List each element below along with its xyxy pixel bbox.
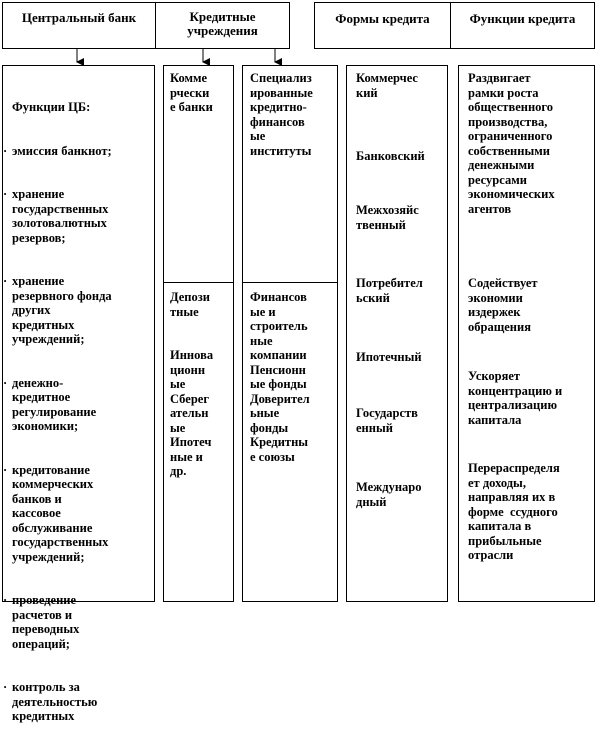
credit-form-item: Ипотечный bbox=[356, 350, 422, 364]
cb-function-item: · денежно- кредитное регулирование экономики; bbox=[12, 376, 152, 434]
cb-function-item: · хранение резервного фонда других кредитных учреждений; bbox=[12, 274, 152, 347]
header-credit-functions-label: Функции кредита bbox=[469, 11, 576, 26]
credit-form-item: Межхозяйс твенный bbox=[356, 203, 419, 232]
credit-form-item: Междунаро дный bbox=[356, 480, 422, 509]
credit-function-item: Перераспределя ет доходы, направляя их в форме ссудного капитала в прибыльные отрасли bbox=[468, 461, 560, 562]
credit-form-item: Банковский bbox=[356, 149, 425, 163]
cb-function-item: · контроль за деятельностью кредитных bbox=[12, 680, 152, 724]
cb-function-item: · хранение государственных золотовалютных резервов; bbox=[12, 187, 152, 245]
specialized-institutions-label: Специализ ированные кредитно- финансов ые институты bbox=[250, 71, 313, 158]
header-credit-institutions bbox=[155, 2, 290, 49]
commercial-banks-label: Комме рчески е банки bbox=[170, 71, 213, 114]
credit-function-item: Ускоряет концентрацию и централизацию капитала bbox=[468, 369, 563, 427]
header-credit-institutions-label: Кредитные учреждения bbox=[187, 9, 258, 38]
cb-function-item: · кредитование коммерческих банков и кассовое обслуживание государственных учреждений; bbox=[12, 463, 152, 565]
header-central-bank bbox=[2, 2, 156, 49]
cb-function-item: · эмиссия банкнот; bbox=[12, 144, 152, 159]
header-credit-forms-label: Формы кредита bbox=[335, 11, 430, 26]
credit-form-item: Государств енный bbox=[356, 406, 418, 435]
credit-function-item: Содействует экономии издержек обращения bbox=[468, 276, 538, 334]
credit-form-item: Коммерчес кий bbox=[356, 71, 418, 100]
cb-functions-title: Функции ЦБ: bbox=[12, 100, 91, 114]
cb-functions-content bbox=[12, 71, 152, 723]
header-credit-functions bbox=[450, 2, 595, 49]
header-credit-forms bbox=[314, 2, 451, 49]
deposit-institutions-label: Депози тные Иннова ционн ые Сберег ательн ые Ипотеч ные и др. bbox=[170, 290, 214, 478]
credit-function-item: Раздвигает рамки роста общественного производства, ограниченного собственными денежными ресурсами экономических агентов bbox=[468, 71, 555, 216]
cb-function-item: · проведение расчетов и переводных операций; bbox=[12, 593, 152, 651]
header-central-bank-label: Центральный банк bbox=[21, 10, 137, 25]
credit-forms-box bbox=[346, 65, 448, 602]
financial-companies-label: Финансов ые и строитель ные компании Пенсионн ые фонды Доверител ьные фонды Кредитны е союзы bbox=[250, 290, 310, 464]
credit-form-item: Потребител ьский bbox=[356, 276, 423, 305]
